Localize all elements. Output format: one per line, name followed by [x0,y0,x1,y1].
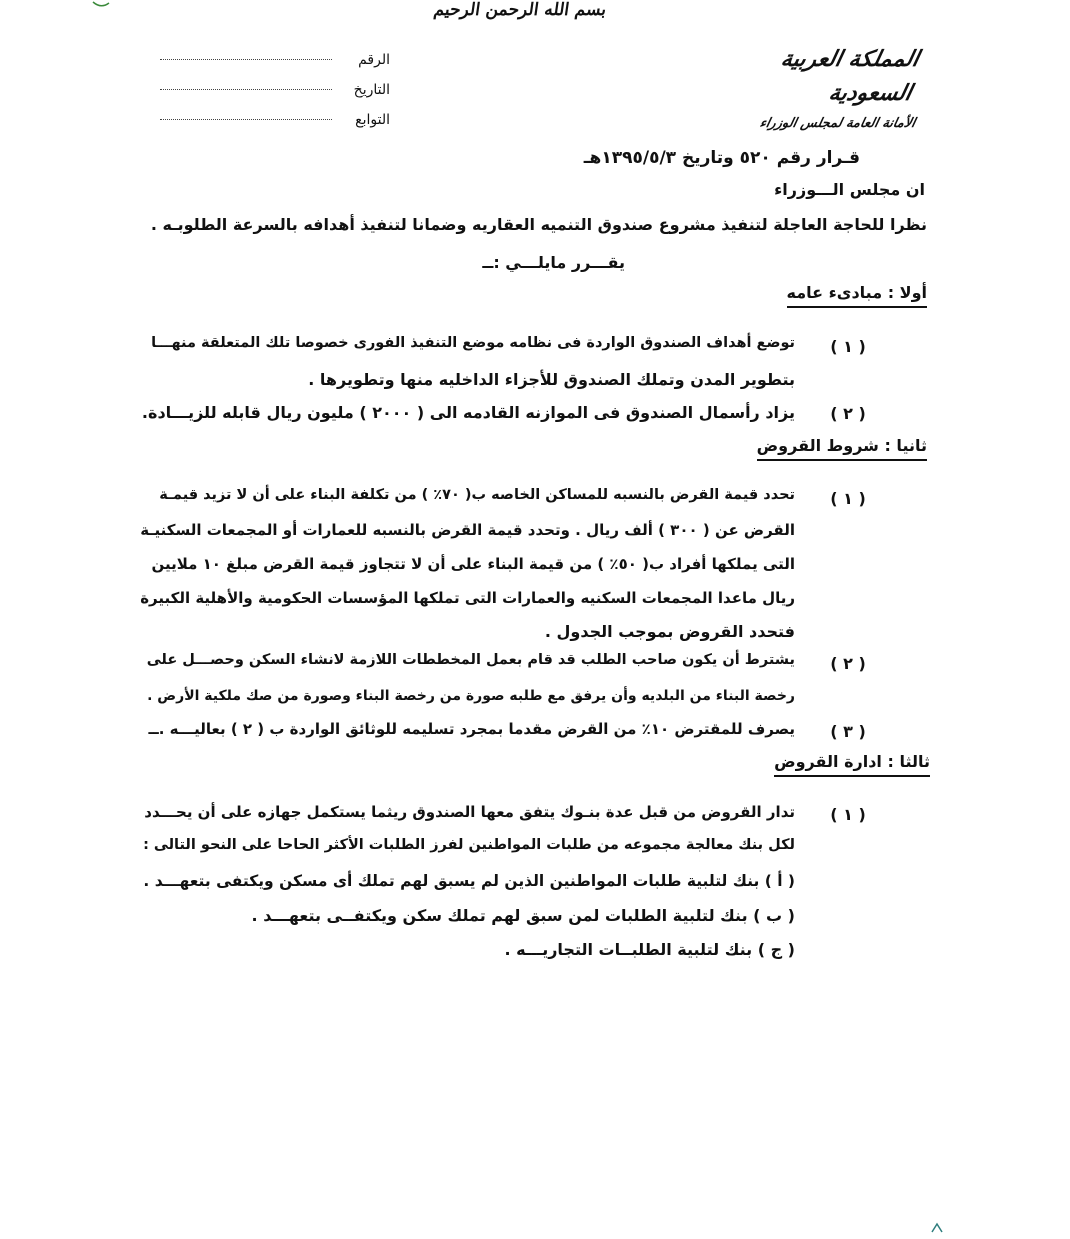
item-line: رخصة البناء من البلديه وأن يرفق مع طلبه صورة من رخصة البناء وصورة من صك ملكية الأرض . [147,688,795,704]
intro-reason: نظرا للحاجة العاجلة لتنفيذ مشروع صندوق التنميه العقاريه وضمانا لتنفيذ أهدافه بالسرعة الطلوبـه . [150,215,927,234]
basmala: بسم الله الرحمن الرحيم [432,0,608,20]
intro-council: ان مجلس الـــوزراء [774,180,925,199]
item-line: فتحدد القروض بموجب الجدول . [544,622,795,641]
letterhead-secretariat: الأمانة العامة لمجلس الوزراء [758,116,917,131]
item-line: القرض عن ( ٣٠٠ ) ألف ريال . وتحدد قيمة القرض بالنسبه للعمارات أو المجمعات السكنيـة [140,521,795,539]
item-line: ريال ماعدا المجمعات السكنيه والعمارات التى تملكها المؤسسات الحكومية والأهلية الكبيرة [140,589,795,607]
letterhead-country: المملكة العربية السعودية [778,46,922,106]
decision-title: قـرار رقم ٥٢٠ وتاريخ ١٣٩٥/٥/٣هـ [583,148,860,168]
item-number: ( ٢ ) [830,404,866,423]
item-line: ( أ ) بنك لتلبية طلبات المواطنين الذين لم يسبق لهم تملك أى مسكن ويكتفى بتعهـــد . [143,872,795,890]
ref-date-field [160,74,390,98]
item-number: ( ٢ ) [830,654,866,673]
ref-attachments-label: التوابع [355,112,390,128]
letterhead [725,42,922,131]
item-line: ( ب ) بنك لتلبية الطلبات لمن سبق لهم تملك سكن ويكتفــى بتعهـــد . [251,906,795,925]
item-number: ( ١ ) [830,337,866,356]
item-line: يشترط أن يكون صاحب الطلب قد قام بعمل المخططات اللازمة لانشاء السكن وحصـــل على [146,652,795,668]
ref-number-label: الرقم [358,52,390,68]
decides-line: يقـــرر مايلـــي :ــ [482,253,625,272]
item-line: لكل بنك معالجة مجموعه من طلبات المواطنين لفرز الطلبات الأكثر الحاحا على النحو التالى : [143,837,795,853]
section-2-heading: ثانيا : شروط القروض [757,436,927,461]
ref-attachments-blank [160,118,332,120]
item-number: ( ٣ ) [830,722,866,741]
item-number: ( ١ ) [830,489,866,508]
item-line: ( ج ) بنك لتلبية الطلبــات التجاريـــه . [504,940,795,959]
item-line: التى يملكها أفراد ب( ٥٠٪ ) من قيمة البناء على أن لا تتجاوز قيمة القرض مبلغ ١٠ ملايين [151,555,795,573]
item-line: توضع أهداف الصندوق الواردة فى نظامه موضع التنفيذ الفورى خصوصا تلك المتعلقة منهـــا [151,335,795,351]
item-line: تحدد قيمة القرض بالنسبه للمساكن الخاصه ب( ٧٠٪ ) من تكلفة البناء على أن لا تزيد قيمـة [159,487,795,503]
scan-mark-corner [930,1222,944,1234]
ref-date-blank [160,88,332,90]
section-1-heading: أولا : مبادىء عامه [787,283,928,308]
scan-mark [92,0,110,10]
ref-number-blank [160,58,332,60]
section-3-heading: ثالثا : ادارة القروض [774,752,930,777]
ref-attachments-field [160,104,390,128]
ref-date-label: التاريخ [353,82,390,98]
item-number: ( ١ ) [830,805,866,824]
item-line: تدار القروض من قبل عدة بنـوك يتفق معها الصندوق ريثما يستكمل جهازه على أن يحـــدد [144,803,795,821]
ref-number-field [160,44,390,68]
item-line: يزاد رأسمال الصندوق فى الموازنه القادمه الى ( ٢٠٠٠ ) مليون ريال قابله للزيـــادة. [141,403,795,422]
item-line: بتطوير المدن وتملك الصندوق للأجزاء الداخليه منها وتطويرها . [308,370,795,389]
item-line: يصرف للمقترض ١٠٪ من القرض مقدما بمجرد تسليمه للوثائق الواردة ب ( ٢ ) بعاليـــه .ــ [148,720,795,738]
